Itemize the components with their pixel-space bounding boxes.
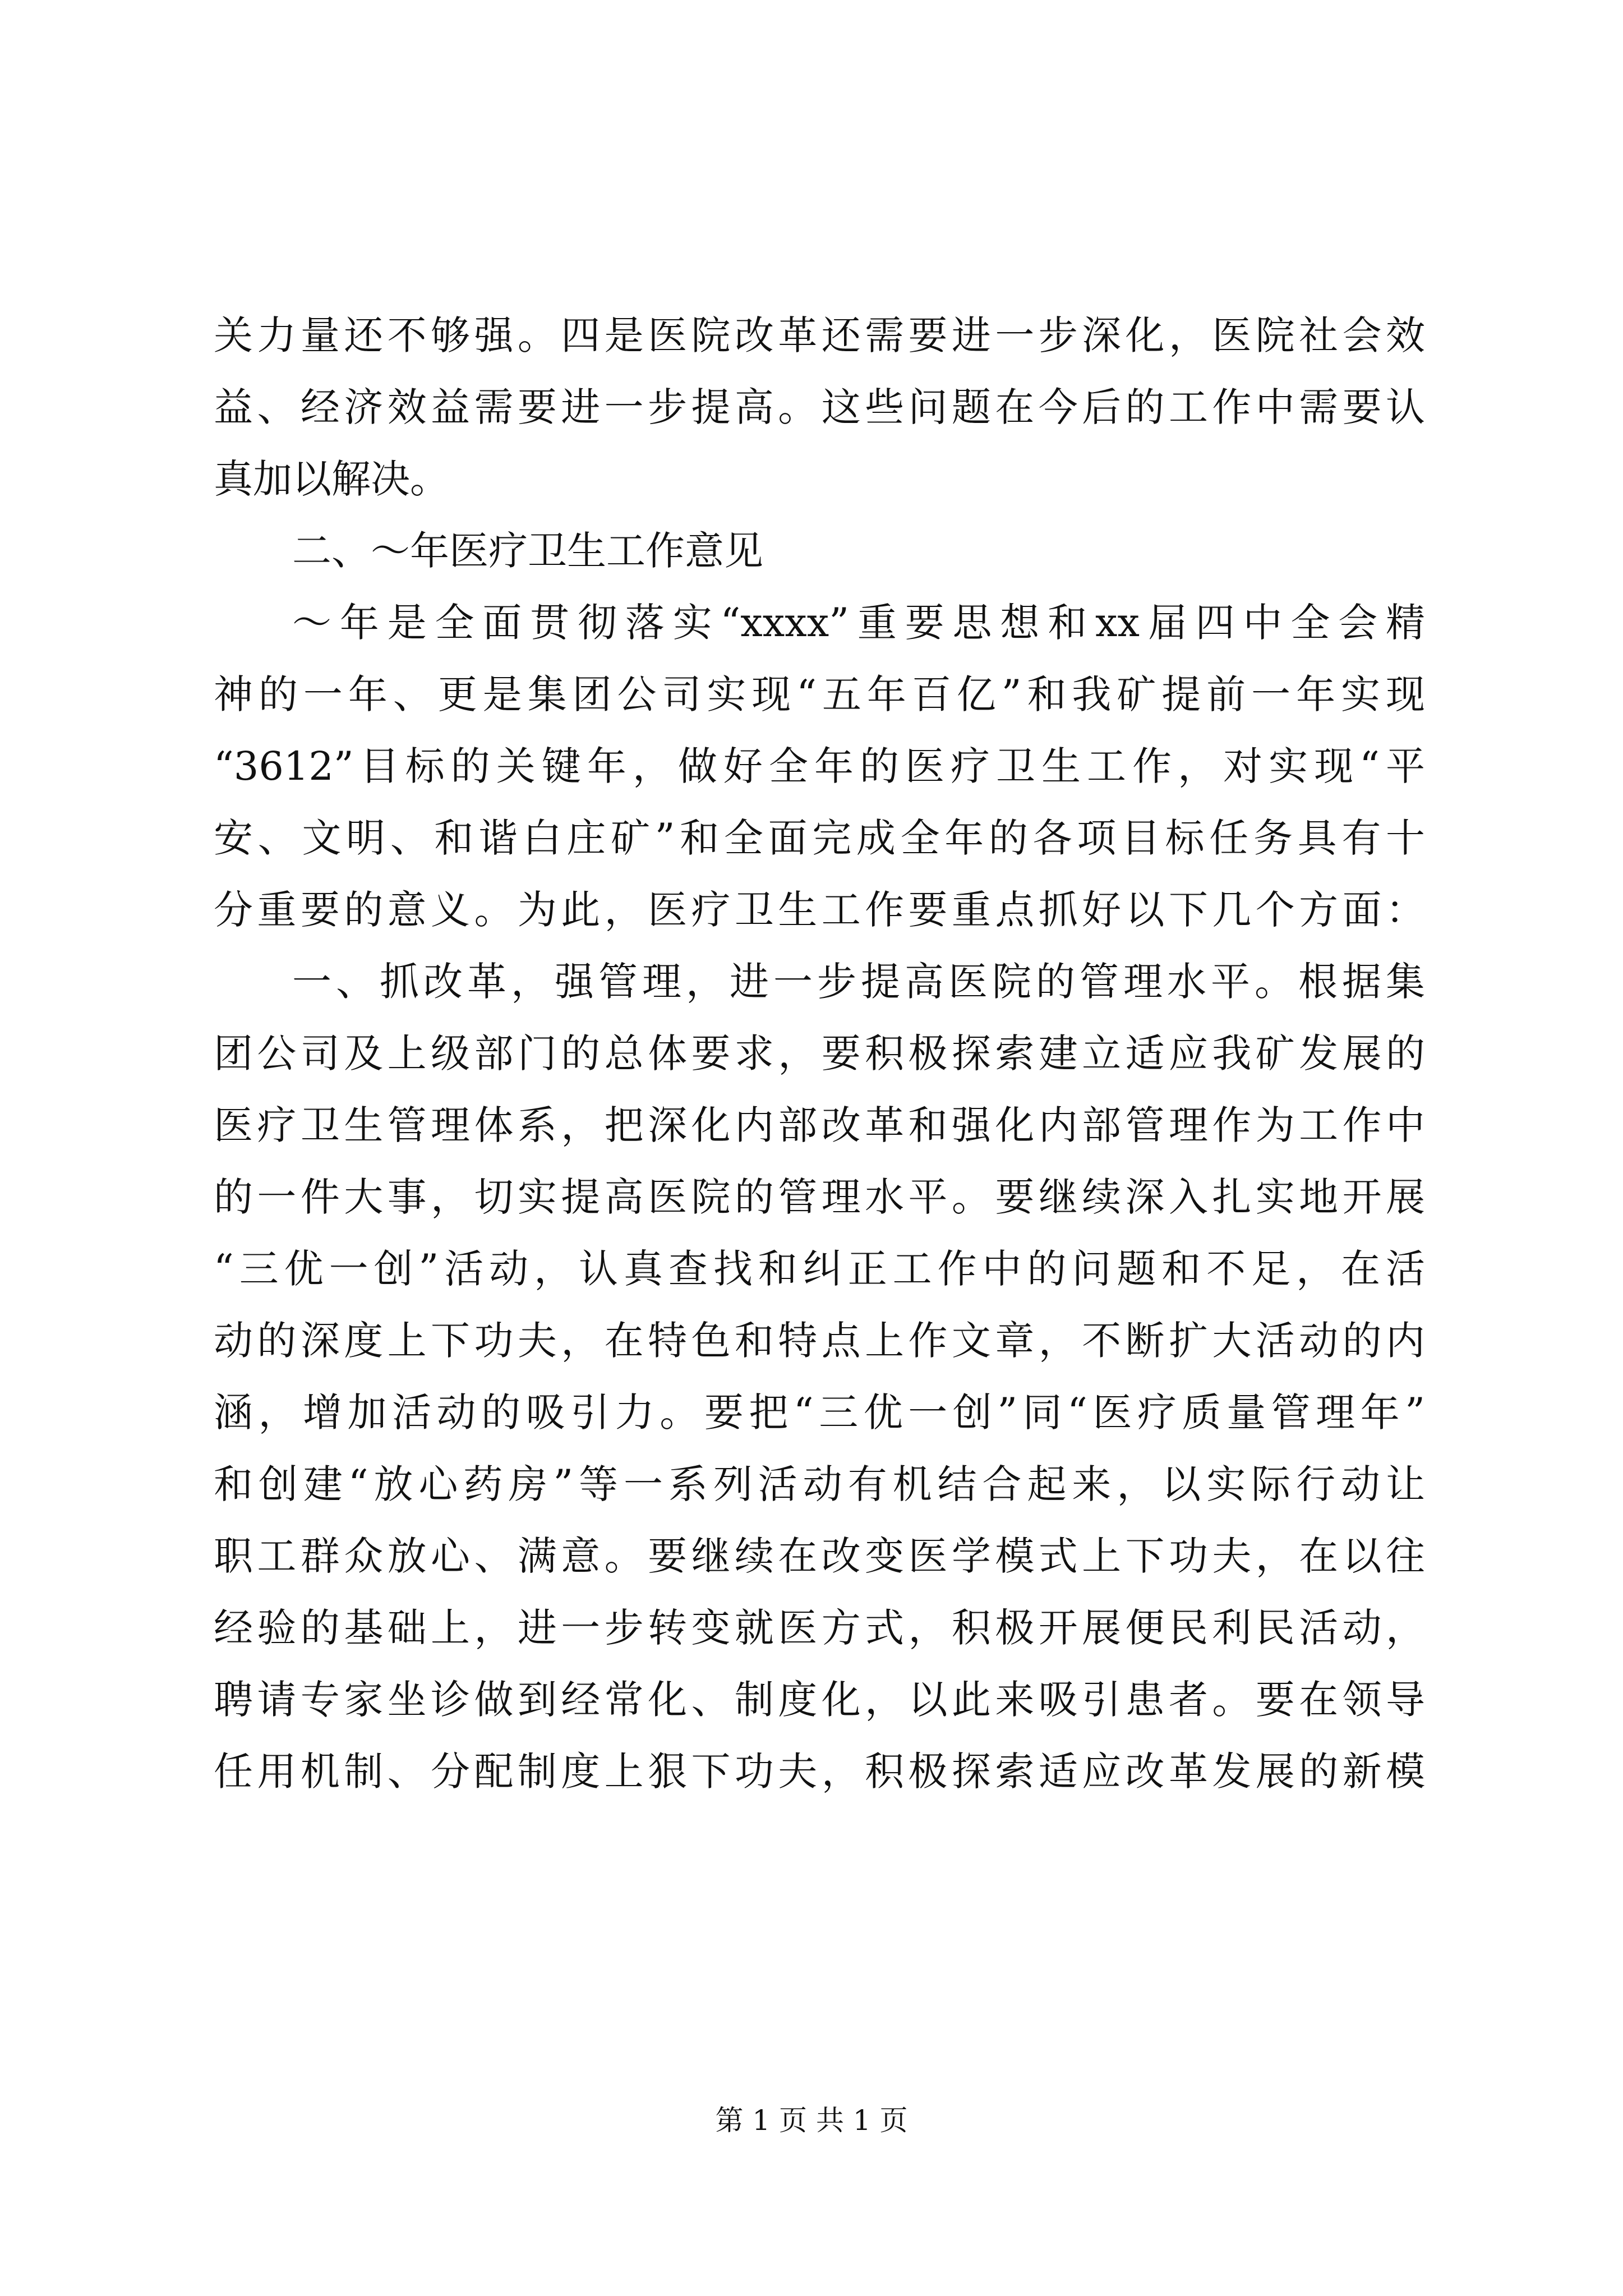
text-line: “三优一创”活动，认真查找和纠正工作中的问题和不足，在活 xyxy=(214,1246,1425,1292)
text-line: “3612”目标的关键年，做好全年的医疗卫生工作，对实现“平 xyxy=(214,743,1425,789)
text-line: 职工群众放心、满意。要继续在改变医学模式上下功夫，在以往 xyxy=(214,1533,1425,1579)
text-line: 一、抓改革，强管理，进一步提高医院的管理水平。根据集 xyxy=(292,959,1425,1005)
text-line: 任用机制、分配制度上狠下功夫，积极探索适应改革发展的新模 xyxy=(214,1749,1425,1795)
text-line: 安、文明、和谐白庄矿”和全面完成全年的各项目标任务具有十 xyxy=(214,815,1425,861)
text-line: 医疗卫生管理体系，把深化内部改革和强化内部管理作为工作中 xyxy=(214,1102,1425,1148)
text-line: 的一件大事，切实提高医院的管理水平。要继续深入扎实地开展 xyxy=(214,1174,1425,1220)
text-line: 益、经济效益需要进一步提高。这些问题在今后的工作中需要认 xyxy=(214,384,1425,430)
text-line: 涵，增加活动的吸引力。要把“三优一创”同“医疗质量管理年” xyxy=(214,1389,1425,1435)
text-line: 分重要的意义。为此，医疗卫生工作要重点抓好以下几个方面： xyxy=(214,887,1425,933)
text-line: 聘请专家坐诊做到经常化、制度化，以此来吸引患者。要在领导 xyxy=(214,1677,1425,1723)
text-line: ～年是全面贯彻落实“xxxx”重要思想和xx届四中全会精 xyxy=(292,600,1425,646)
text-line: 和创建“放心药房”等一系列活动有机结合起来，以实际行动让 xyxy=(214,1461,1425,1507)
text-line: 动的深度上下功夫，在特色和特点上作文章，不断扩大活动的内 xyxy=(214,1318,1425,1364)
text-line: 团公司及上级部门的总体要求，要积极探索建立适应我矿发展的 xyxy=(214,1030,1425,1076)
page-number-label: 第 1 页 共 1 页 xyxy=(715,2104,908,2137)
section-heading: 二、～年医疗卫生工作意见 xyxy=(292,528,763,574)
document-body xyxy=(214,300,1425,1807)
page-footer xyxy=(0,2101,1623,2140)
text-line: 真加以解决。 xyxy=(214,456,449,502)
text-line: 关力量还不够强。四是医院改革还需要进一步深化，医院社会效 xyxy=(214,312,1425,358)
text-line: 神的一年、更是集团公司实现“五年百亿”和我矿提前一年实现 xyxy=(214,671,1425,717)
text-line: 经验的基础上，进一步转变就医方式，积极开展便民利民活动， xyxy=(214,1605,1425,1651)
